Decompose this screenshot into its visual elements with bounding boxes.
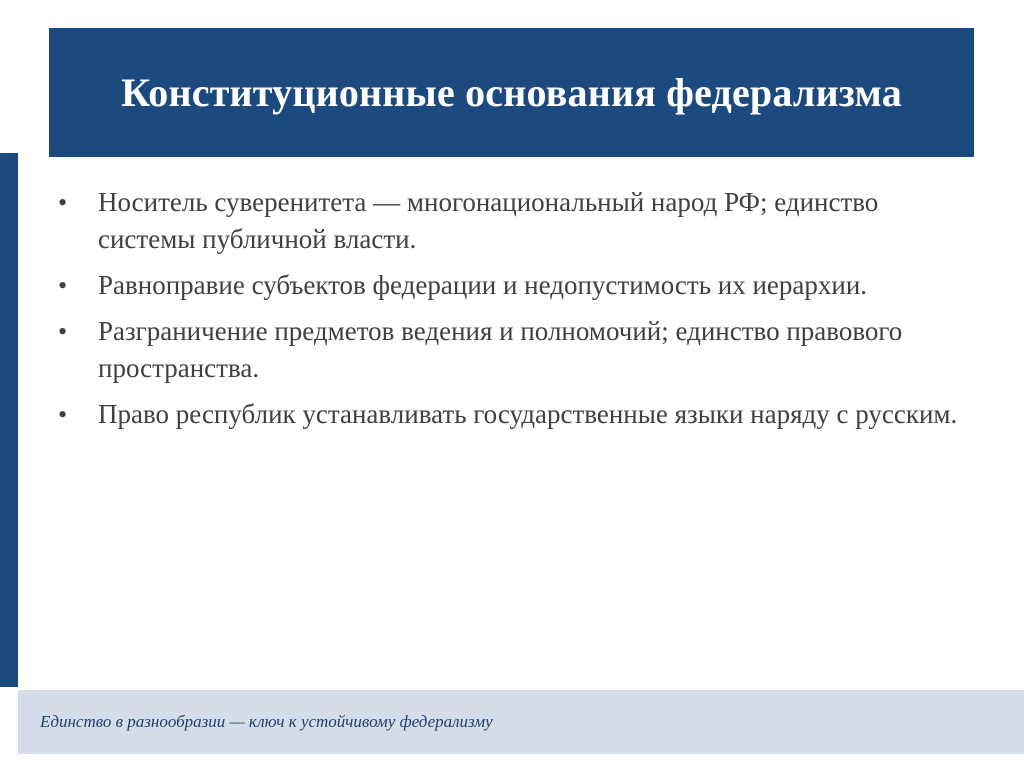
footer-caption: Единство в разнообразии — ключ к устойчивому федерализму [40,712,493,731]
left-accent-bar [0,153,18,687]
bullet-item [58,267,958,304]
bullet-text: Носитель суверенитета — многонациональный народ РФ; единство системы публичной власти. [98,187,879,254]
title-bar [49,28,974,157]
bullet-text: Разграничение предметов ведения и полномочий; единство правового пространства. [98,316,903,383]
bullet-text: Равноправие субъектов федерации и недопустимость их иерархии. [98,270,868,300]
bullet-list [58,184,958,442]
bullet-marker: • [58,400,68,429]
bullet-item [58,396,958,433]
bullet-text: Право республик устанавливать государственные языки наряду с русским. [98,399,958,429]
bullet-item [58,313,958,387]
slide-title: Конституционные основания федерализма [121,70,902,115]
footer-bar [18,690,1024,754]
bullet-marker: • [58,188,68,217]
bullet-marker: • [58,271,68,300]
bullet-marker: • [58,317,68,346]
bullet-item [58,184,958,258]
